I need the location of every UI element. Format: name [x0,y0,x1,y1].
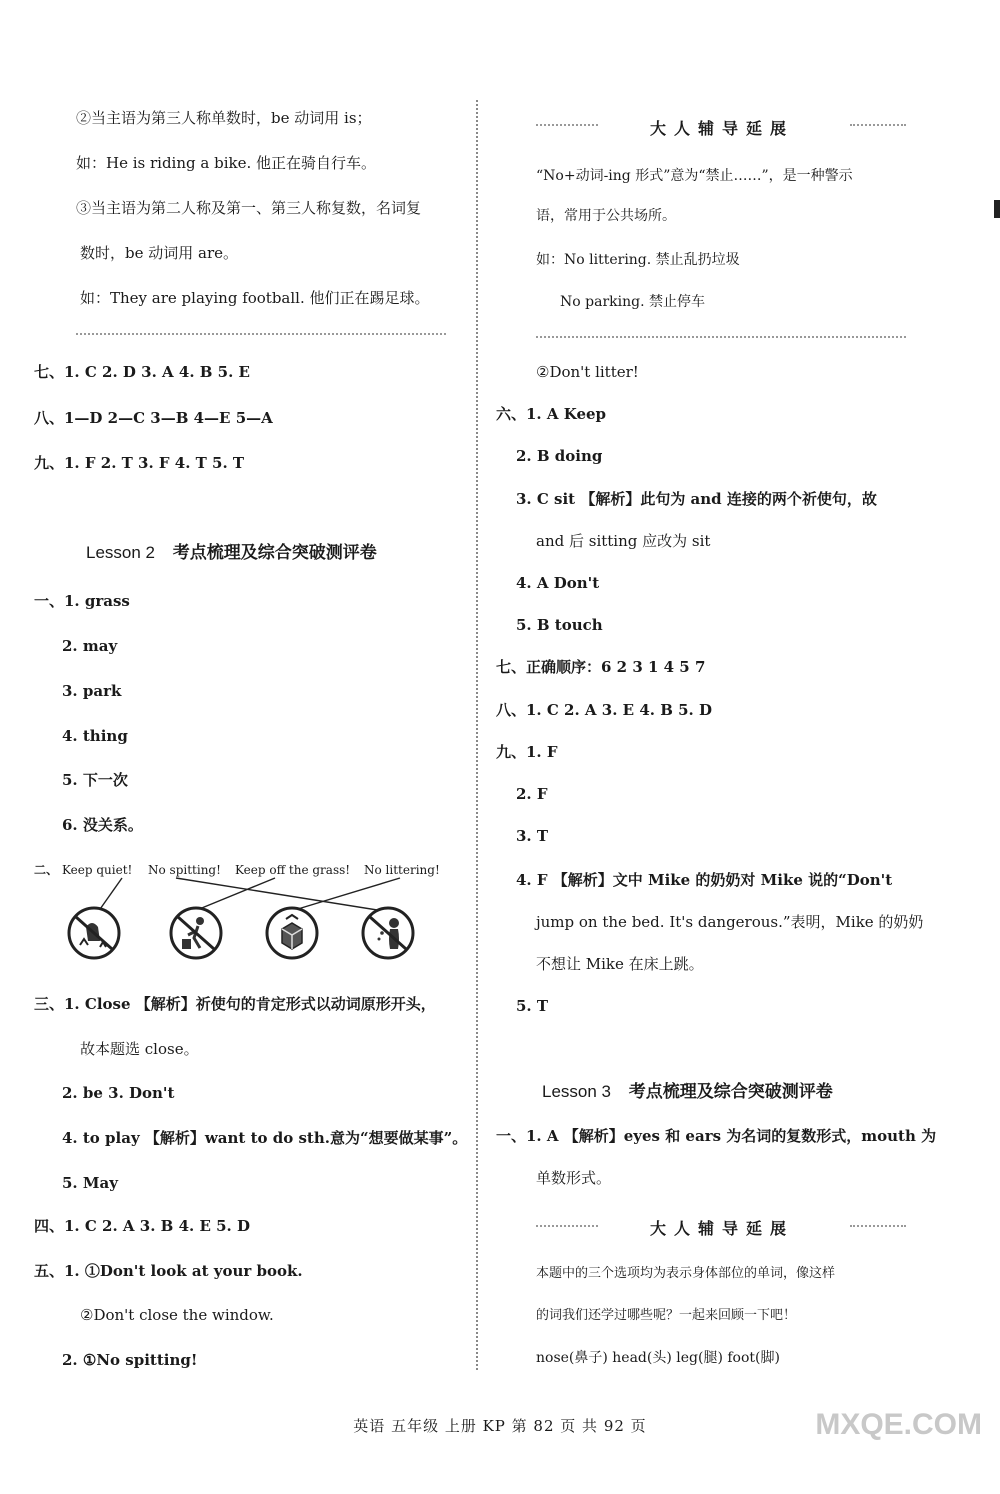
answer-9-5: 5. T [516,997,549,1015]
sign-label: No littering! [364,863,440,877]
answer-section-8: 八、1—D 2—C 3—B 4—E 5—A [34,409,273,427]
text-line: “No+动词-ing 形式”意为“禁止……”，是一种警示 [536,168,853,184]
text-line: 如：No littering. 禁止乱扔垃圾 [536,252,740,268]
answer-5-2b: ②Don't litter! [536,363,639,381]
answer-3-4: 4. to play 【解析】want to do sth.意为“想要做某事”。 [62,1129,468,1147]
sign-label: Keep off the grass! [235,863,351,877]
text-line: 如：They are playing football. 他们正在踢足球。 [80,289,430,307]
answer-section-7: 七、1. C 2. D 3. A 4. B 5. E [34,363,250,381]
answer-3-2: 2. be 3. Don't [62,1084,175,1102]
matching-prefix: 二、 [34,863,59,877]
text-line: 如：He is riding a bike. 他正在骑自行车。 [76,154,377,172]
text-line: ③当主语为第二人称及第一、第三人称复数，名词复 [76,199,422,217]
lesson-3-number: Lesson 3 [542,1082,611,1101]
answer-6-5: 5. B touch [516,616,603,634]
text-line: No parking. 禁止停车 [560,294,705,310]
lesson-2-title: 考点梳理及综合突破测评卷 [172,543,377,563]
answer-6-4: 4. A Don't [516,574,600,592]
box-title-dots-right [850,124,906,126]
answer-3-1-cont: 故本题选 close。 [80,1040,199,1058]
answer-section-9: 九、1. F 2. T 3. F 4. T 5. T [34,454,245,472]
recycle-box-sign-icon [264,905,320,961]
text-line: ②当主语为第三人称单数时，be 动词用 is； [76,109,372,127]
tutor-box-title: 大人辅导延展 [650,1219,795,1238]
answer-9-4-cont: jump on the bed. It's dangerous.”表明，Mike 的奶奶 [536,913,924,931]
answer-1-3: 3. park [62,682,122,700]
answer-6-3: 3. C sit 【解析】此句为 and 连接的两个祈使句，故 [516,490,877,508]
answer-1-1: 一、1. grass [34,592,130,610]
answer-9-4: 4. F 【解析】文中 Mike 的奶奶对 Mike 说的“Don't [516,871,893,889]
no-walking-on-grass-sign-icon [66,905,122,961]
dotted-separator [536,336,906,338]
answer-9-4-cont2: 不想让 Mike 在床上跳。 [536,955,704,973]
lesson-2-heading [86,543,377,563]
text-line: 本题中的三个选项均为表示身体部位的单词，像这样 [536,1266,836,1281]
answer-l3-1: 一、1. A 【解析】eyes 和 ears 为名词的复数形式，mouth 为 [496,1127,937,1145]
dotted-separator [76,333,446,335]
column-divider [476,100,478,1370]
answer-3-1: 三、1. Close 【解析】祈使句的肯定形式以动词原形开头， [34,995,436,1013]
tutor-box-title: 大人辅导延展 [650,119,795,138]
answer-9-3: 3. T [516,827,549,845]
answer-6-2: 2. B doing [516,447,603,465]
answer-section-8: 八、1. C 2. A 3. E 4. B 5. D [496,701,712,719]
sign-label: No spitting! [148,863,221,877]
text-line: 的词我们还学过哪些呢？一起来回顾一下吧！ [536,1308,797,1323]
answer-6-3-cont: and 后 sitting 应改为 sit [536,532,711,550]
answer-5-2: 2. ①No spitting! [62,1351,198,1369]
watermark-logo: MXQE.COM [815,1408,982,1441]
answer-l3-1-cont: 单数形式。 [536,1169,612,1187]
answer-1-4: 4. thing [62,727,128,745]
answer-5-1b: ②Don't close the window. [80,1306,274,1324]
answer-1-6: 6. 没关系。 [62,816,143,834]
sign-label: Keep quiet! [62,863,133,877]
answer-9-2: 2. F [516,785,548,803]
answer-1-5: 5. 下一次 [62,771,128,789]
text-line: nose(鼻子) head(头) leg(腿) foot(脚) [536,1350,780,1366]
page-footer: 英语 五年级 上册 KP 第 82 页 共 92 页 [353,1417,647,1435]
no-littering-sign-icon [168,905,224,961]
answer-section-4: 四、1. C 2. A 3. B 4. E 5. D [34,1217,250,1235]
page-edge-mark [994,200,1000,218]
answer-6-1: 六、1. A Keep [496,405,607,423]
box-title-dots-left [536,124,598,126]
answer-3-5: 5. May [62,1174,118,1192]
box-title-dots-right [850,1225,906,1227]
text-line: 语，常用于公共场所。 [536,208,676,224]
box-title-dots-left [536,1225,598,1227]
sign-images [66,895,446,980]
answer-1-2: 2. may [62,637,118,655]
answer-9-1: 九、1. F [496,743,558,761]
answer-5-1a: 五、1. ①Don't look at your book. [34,1262,303,1280]
lesson-2-number: Lesson 2 [86,543,155,562]
text-line: 数时，be 动词用 are。 [80,244,239,262]
no-spitting-sign-icon [360,905,416,961]
answer-section-7: 七、正确顺序：6 2 3 1 4 5 7 [496,658,706,676]
lesson-3-title: 考点梳理及综合突破测评卷 [628,1082,833,1102]
lesson-3-heading [542,1082,833,1102]
